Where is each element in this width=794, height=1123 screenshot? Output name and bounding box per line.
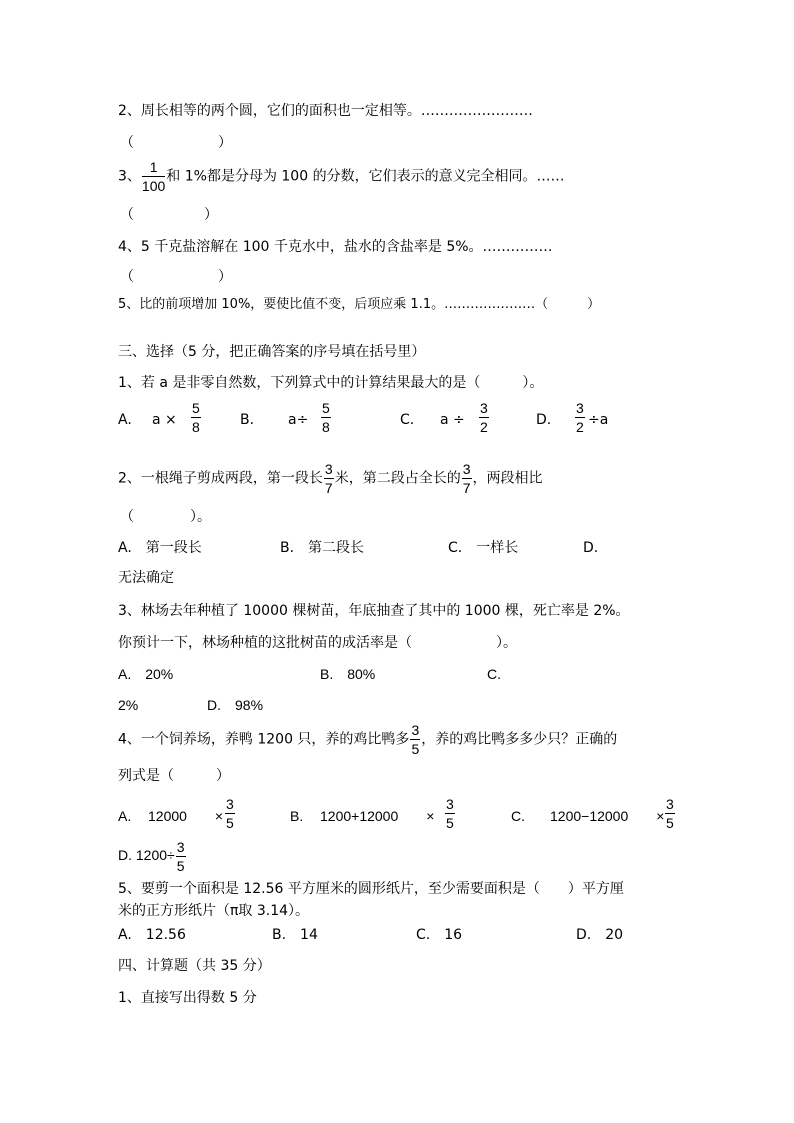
fraction-3-5 bbox=[410, 723, 420, 756]
fraction-denominator: 2 bbox=[480, 419, 488, 435]
option-a-label[interactable]: A. bbox=[118, 412, 132, 428]
option-a-fraction bbox=[191, 401, 201, 434]
fraction-denominator: 5 bbox=[446, 815, 454, 831]
fraction-denominator: 2 bbox=[576, 419, 584, 435]
stem-part: ，两段相比 bbox=[472, 470, 543, 487]
judge-q4-answer-paren[interactable]: （ ） bbox=[120, 269, 232, 285]
choice-q2-stem bbox=[118, 462, 543, 495]
fraction-numerator: 5 bbox=[322, 400, 330, 416]
option-b-label[interactable]: B. bbox=[240, 412, 255, 428]
judge-q3-text: 和 1%都是分母为 100 的分数，它们表示的意义完全相同。…… bbox=[166, 168, 565, 185]
fraction-denominator: 8 bbox=[192, 419, 200, 435]
fraction-numerator: 3 bbox=[226, 796, 234, 812]
choice-q4-line2: 列式是（ ） bbox=[118, 768, 230, 784]
option-c-fraction bbox=[665, 797, 675, 830]
fraction-numerator: 3 bbox=[446, 796, 454, 812]
option-a-expr: a × bbox=[152, 412, 177, 428]
choice-q5-line1: 5、要剪一个面积是 12.56 平方厘米的圆形纸片，至少需要面积是（ ）平方厘 bbox=[118, 881, 624, 897]
option-a-expr: 12000 × bbox=[148, 808, 224, 824]
choice-q4-option-d[interactable] bbox=[118, 840, 187, 873]
fraction-denominator: 5 bbox=[411, 741, 420, 757]
option-d-expr: D. 1200÷ bbox=[118, 847, 175, 864]
option-a-fraction bbox=[225, 797, 235, 830]
option-b-fraction bbox=[445, 797, 455, 830]
choice-q5-option-b[interactable]: B. 14 bbox=[272, 927, 318, 943]
choice-q2-option-c[interactable]: C. 一样长 bbox=[448, 540, 519, 556]
choice-q2-option-b[interactable]: B. 第二段长 bbox=[280, 540, 365, 556]
fraction-3-7 bbox=[324, 462, 334, 495]
choice-q5-line2: 米的正方形纸片（π取 3.14）。 bbox=[118, 903, 310, 919]
judge-q3-prefix: 3、 bbox=[118, 168, 141, 185]
section3-title: 三、选择（5 分，把正确答案的序号填在括号里） bbox=[118, 344, 426, 360]
section4-title: 四、计算题（共 35 分） bbox=[118, 958, 271, 974]
choice-q4-options bbox=[118, 797, 688, 833]
choice-q1-stem: 1、若 a 是非零自然数，下列算式中的计算结果最大的是（ ）。 bbox=[118, 375, 544, 391]
choice-q5-option-a[interactable]: A. 12.56 bbox=[118, 927, 186, 943]
fraction-denominator: 7 bbox=[324, 480, 333, 496]
option-c-expr: 1200−12000 × bbox=[550, 808, 665, 824]
fraction-3-7 bbox=[462, 462, 472, 495]
fraction-numerator: 3 bbox=[176, 839, 185, 855]
option-c-expr: a ÷ bbox=[440, 412, 465, 428]
choice-q3-line2: 你预计一下，林场种植的这批树苗的成活率是（ ）。 bbox=[118, 635, 517, 651]
judge-q2: 2、周长相等的两个圆，它们的面积也一定相等。…………………… bbox=[118, 103, 533, 119]
option-a-label[interactable]: A. bbox=[118, 808, 132, 824]
fraction-numerator: 3 bbox=[324, 461, 333, 477]
option-d-fraction bbox=[176, 840, 186, 873]
choice-q5-option-c[interactable]: C. 16 bbox=[416, 927, 463, 943]
fraction-denominator: 5 bbox=[226, 815, 234, 831]
choice-q3-option-b[interactable]: B. 80% bbox=[320, 666, 376, 682]
fraction-numerator: 5 bbox=[192, 400, 200, 416]
choice-q2-answer-paren[interactable]: （ ）。 bbox=[120, 509, 211, 525]
judge-q5: 5、比的前项增加 10%，要使比值不变，后项应乘 1.1。…………………（ ） bbox=[118, 297, 601, 312]
option-c-label[interactable]: C. bbox=[400, 412, 415, 428]
option-b-label[interactable]: B. bbox=[290, 808, 304, 824]
fraction-denominator: 8 bbox=[322, 419, 330, 435]
choice-q3-option-a[interactable]: A. 20% bbox=[118, 666, 174, 682]
fraction-denominator: 100 bbox=[141, 178, 166, 194]
fraction-numerator: 3 bbox=[666, 796, 674, 812]
choice-q3-line1: 3、林场去年种植了 10000 棵树苗，年底抽查了其中的 1000 棵，死亡率是 2%。 bbox=[118, 603, 630, 619]
fraction-numerator: 1 bbox=[142, 160, 165, 177]
fraction-numerator: 3 bbox=[480, 400, 488, 416]
choice-q2-option-d[interactable]: D. bbox=[583, 540, 599, 556]
choice-q5-option-d[interactable]: D. 20 bbox=[576, 927, 624, 943]
stem-part: 米，第二段占全长的 bbox=[334, 470, 461, 487]
choice-q3-option-d[interactable]: D. 98% bbox=[207, 697, 264, 713]
fraction-numerator: 3 bbox=[411, 722, 420, 738]
fraction-denominator: 5 bbox=[176, 858, 185, 874]
stem-part: 4、一个饲养场，养鸭 1200 只，养的鸡比鸭多 bbox=[118, 731, 410, 748]
judge-q2-answer-paren[interactable]: （ ） bbox=[120, 135, 232, 151]
choice-q2-option-a[interactable]: A. 第一段长 bbox=[118, 540, 202, 556]
option-c-fraction bbox=[479, 401, 489, 434]
fraction-numerator: 3 bbox=[576, 400, 584, 416]
option-d-fraction bbox=[575, 401, 585, 434]
stem-part: 2、一根绳子剪成两段，第一段长 bbox=[118, 470, 323, 487]
judge-q3-answer-paren[interactable]: （ ） bbox=[120, 207, 218, 223]
choice-q3-option-c-value: 2% bbox=[118, 697, 139, 713]
judge-q4: 4、5 千克盐溶解在 100 千克水中，盐水的含盐率是 5%。…………… bbox=[118, 239, 553, 255]
choice-q3-option-c[interactable]: C. bbox=[487, 666, 501, 682]
option-d-expr: ÷a bbox=[588, 412, 609, 428]
option-c-label[interactable]: C. bbox=[511, 808, 525, 824]
fraction-1-100 bbox=[142, 160, 165, 193]
fraction-denominator: 5 bbox=[666, 815, 674, 831]
option-b-expr: a÷ bbox=[288, 412, 309, 428]
judge-q3 bbox=[118, 160, 565, 193]
calc-q1: 1、直接写出得数 5 分 bbox=[118, 990, 257, 1006]
option-d-label[interactable]: D. bbox=[536, 412, 552, 428]
fraction-numerator: 3 bbox=[462, 461, 471, 477]
option-b-expr: 1200+12000 × bbox=[320, 808, 435, 824]
option-b-fraction bbox=[321, 401, 331, 434]
choice-q4-stem bbox=[118, 723, 617, 756]
fraction-denominator: 7 bbox=[462, 480, 471, 496]
stem-part: ，养的鸡比鸭多多少只？正确的 bbox=[421, 731, 618, 748]
choice-q2-option-d-text: 无法确定 bbox=[118, 570, 174, 586]
